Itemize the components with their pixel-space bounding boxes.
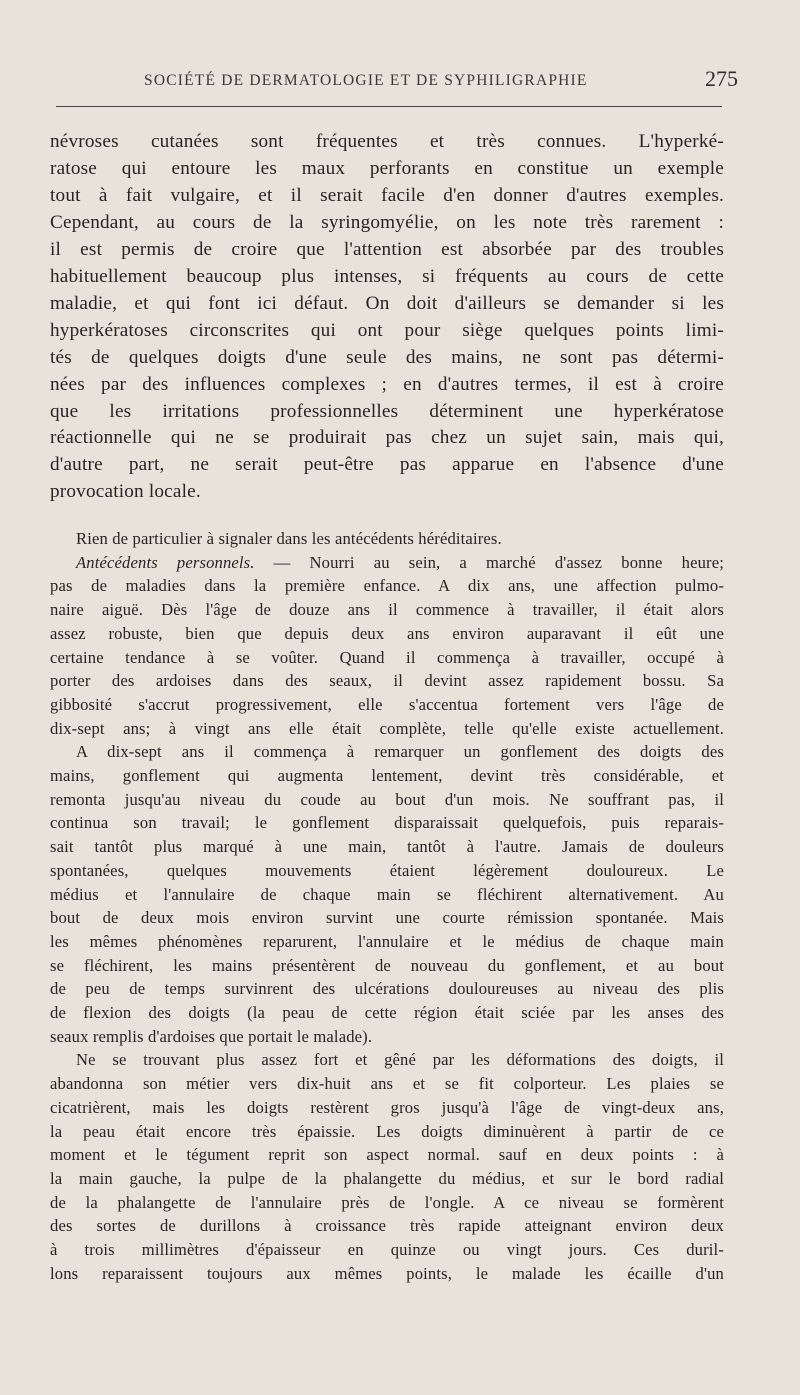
text-line: ratose qui entoure les maux perforants en constitue un exemple	[50, 157, 724, 179]
text-line: bout de deux mois environ survint une courte rémission spontanée. Mais	[50, 908, 724, 928]
text-line: médius et l'annulaire de chaque main se fléchirent alternativement. Au	[50, 884, 724, 904]
text-line: provocation locale.	[50, 481, 201, 503]
text-line: d'autre part, ne serait peut-être pas apparue en l'absence d'une	[50, 454, 724, 476]
section-heading-antecedents: Antécédents personnels.	[76, 552, 255, 572]
text-line: dix-sept ans; à vingt ans elle était complète, telle qu'elle existe actuellement.	[50, 718, 724, 738]
text-line: la main gauche, la pulpe de la phalangette du médius, et sur le bord radial	[50, 1168, 724, 1188]
text-line: se fléchirent, les mains présentèrent de nouveau du gonflement, et au bout	[50, 955, 724, 975]
paragraph-neuroses	[50, 129, 724, 506]
text-line: moment et le tégument reprit son aspect normal. sauf en deux points : à	[50, 1145, 724, 1165]
text-line: les mêmes phénomènes reparurent, l'annulaire et le médius de chaque main	[50, 931, 724, 951]
text-line: de la phalangette de l'annulaire près de l'ongle. A ce niveau se formèrent	[50, 1192, 724, 1212]
text-line: continua son travail; le gonflement disparaissait quelquefois, puis reparais-	[50, 813, 724, 833]
text-line: Rien de particulier à signaler dans les antécédents héréditaires.	[76, 529, 502, 548]
text-line: la peau était encore très épaissie. Les doigts diminuèrent à partir de ce	[50, 1121, 724, 1141]
text-line: de peu de temps survinrent des ulcérations douloureuses au niveau des plis	[50, 979, 724, 999]
text-line: porter des ardoises dans des seaux, il devint assez rapidement bossu. Sa	[50, 671, 724, 691]
text-line: maladie, et qui font ici défaut. On doit d'ailleurs se demander si les	[50, 292, 724, 314]
text-line: pas de maladies dans la première enfance. A dix ans, une affection pulmo-	[50, 576, 724, 596]
text-line: hyperkératoses circonscrites qui ont pour siège quelques points limi-	[50, 319, 724, 341]
text-line	[50, 551, 724, 575]
text-line: seaux remplis d'ardoises que portait le malade).	[50, 1026, 373, 1046]
text-line: A dix-sept ans il commença à remarquer un gonflement des doigts des	[76, 742, 724, 762]
text-line: mains, gonflement qui augmenta lentement, devint très considérable, et	[50, 766, 724, 786]
text-line: à trois millimètres d'épaisseur en quinze ou vingt jours. Ces duril-	[50, 1240, 724, 1260]
text-line: que les irritations professionnelles déterminent une hyperkératose	[50, 400, 724, 422]
page-number: 275	[705, 66, 738, 91]
text-line: tout à fait vulgaire, et il serait facile d'en donner d'autres exemples.	[50, 184, 724, 206]
text-line: spontanées, quelques mouvements étaient légèrement douloureux. Le	[50, 860, 724, 880]
text-line: réactionnelle qui ne se produirait pas chez un sujet sain, mais qui,	[50, 427, 724, 449]
text-line: assez robuste, bien que depuis deux ans environ auparavant il eût une	[50, 623, 724, 643]
header-rule	[56, 106, 722, 107]
text-line: lons reparaissent toujours aux mêmes points, le malade les écaille d'un	[50, 1263, 724, 1283]
text-fragment: — Nourri au sein, a marché d'assez bonne heure;	[254, 552, 724, 572]
text-line: sait tantôt plus marqué à une main, tantôt à l'autre. Jamais de douleurs	[50, 837, 724, 857]
running-head: SOCIÉTÉ DE DERMATOLOGIE ET DE SYPHILIGRAPHIE	[144, 72, 588, 89]
text-line: gibbosité s'accrut progressivement, elle s'accentua fortement vers l'âge de	[50, 694, 724, 714]
text-line: remonta jusqu'au niveau du coude au bout d'un mois. Ne souffrant pas, il	[50, 789, 724, 809]
text-line: nées par des influences complexes ; en d'autres termes, il est à croire	[50, 373, 724, 395]
text-line: tés de quelques doigts d'une seule des mains, ne sont pas détermi-	[50, 346, 724, 368]
text-line: habituellement beaucoup plus intenses, si fréquents au cours de cette	[50, 265, 724, 287]
text-line: des sortes de durillons à croissance très rapide atteignant environ deux	[50, 1216, 724, 1236]
text-line: abandonna son métier vers dix-huit ans et se fit colporteur. Les plaies se	[50, 1074, 724, 1094]
text-line: naire aiguë. Dès l'âge de douze ans il commence à travailler, il était alors	[50, 600, 724, 620]
text-line: cicatrièrent, mais les doigts restèrent gros jusqu'à l'âge de vingt-deux ans,	[50, 1097, 724, 1117]
case-history	[50, 527, 724, 1286]
text-line: de flexion des doigts (la peau de cette région était sciée par les anses des	[50, 1003, 724, 1023]
text-line: Cependant, au cours de la syringomyélie, on les note très rarement :	[50, 211, 724, 233]
text-line: certaine tendance à se voûter. Quand il commença à travailler, occupé à	[50, 647, 724, 667]
text-line: il est permis de croire que l'attention est absorbée par des troubles	[50, 238, 724, 260]
text-line: Ne se trouvant plus assez fort et gêné par les déformations des doigts, il	[76, 1050, 724, 1070]
text-line: névroses cutanées sont fréquentes et très connues. L'hyperké-	[50, 131, 724, 152]
page-header	[48, 66, 738, 96]
